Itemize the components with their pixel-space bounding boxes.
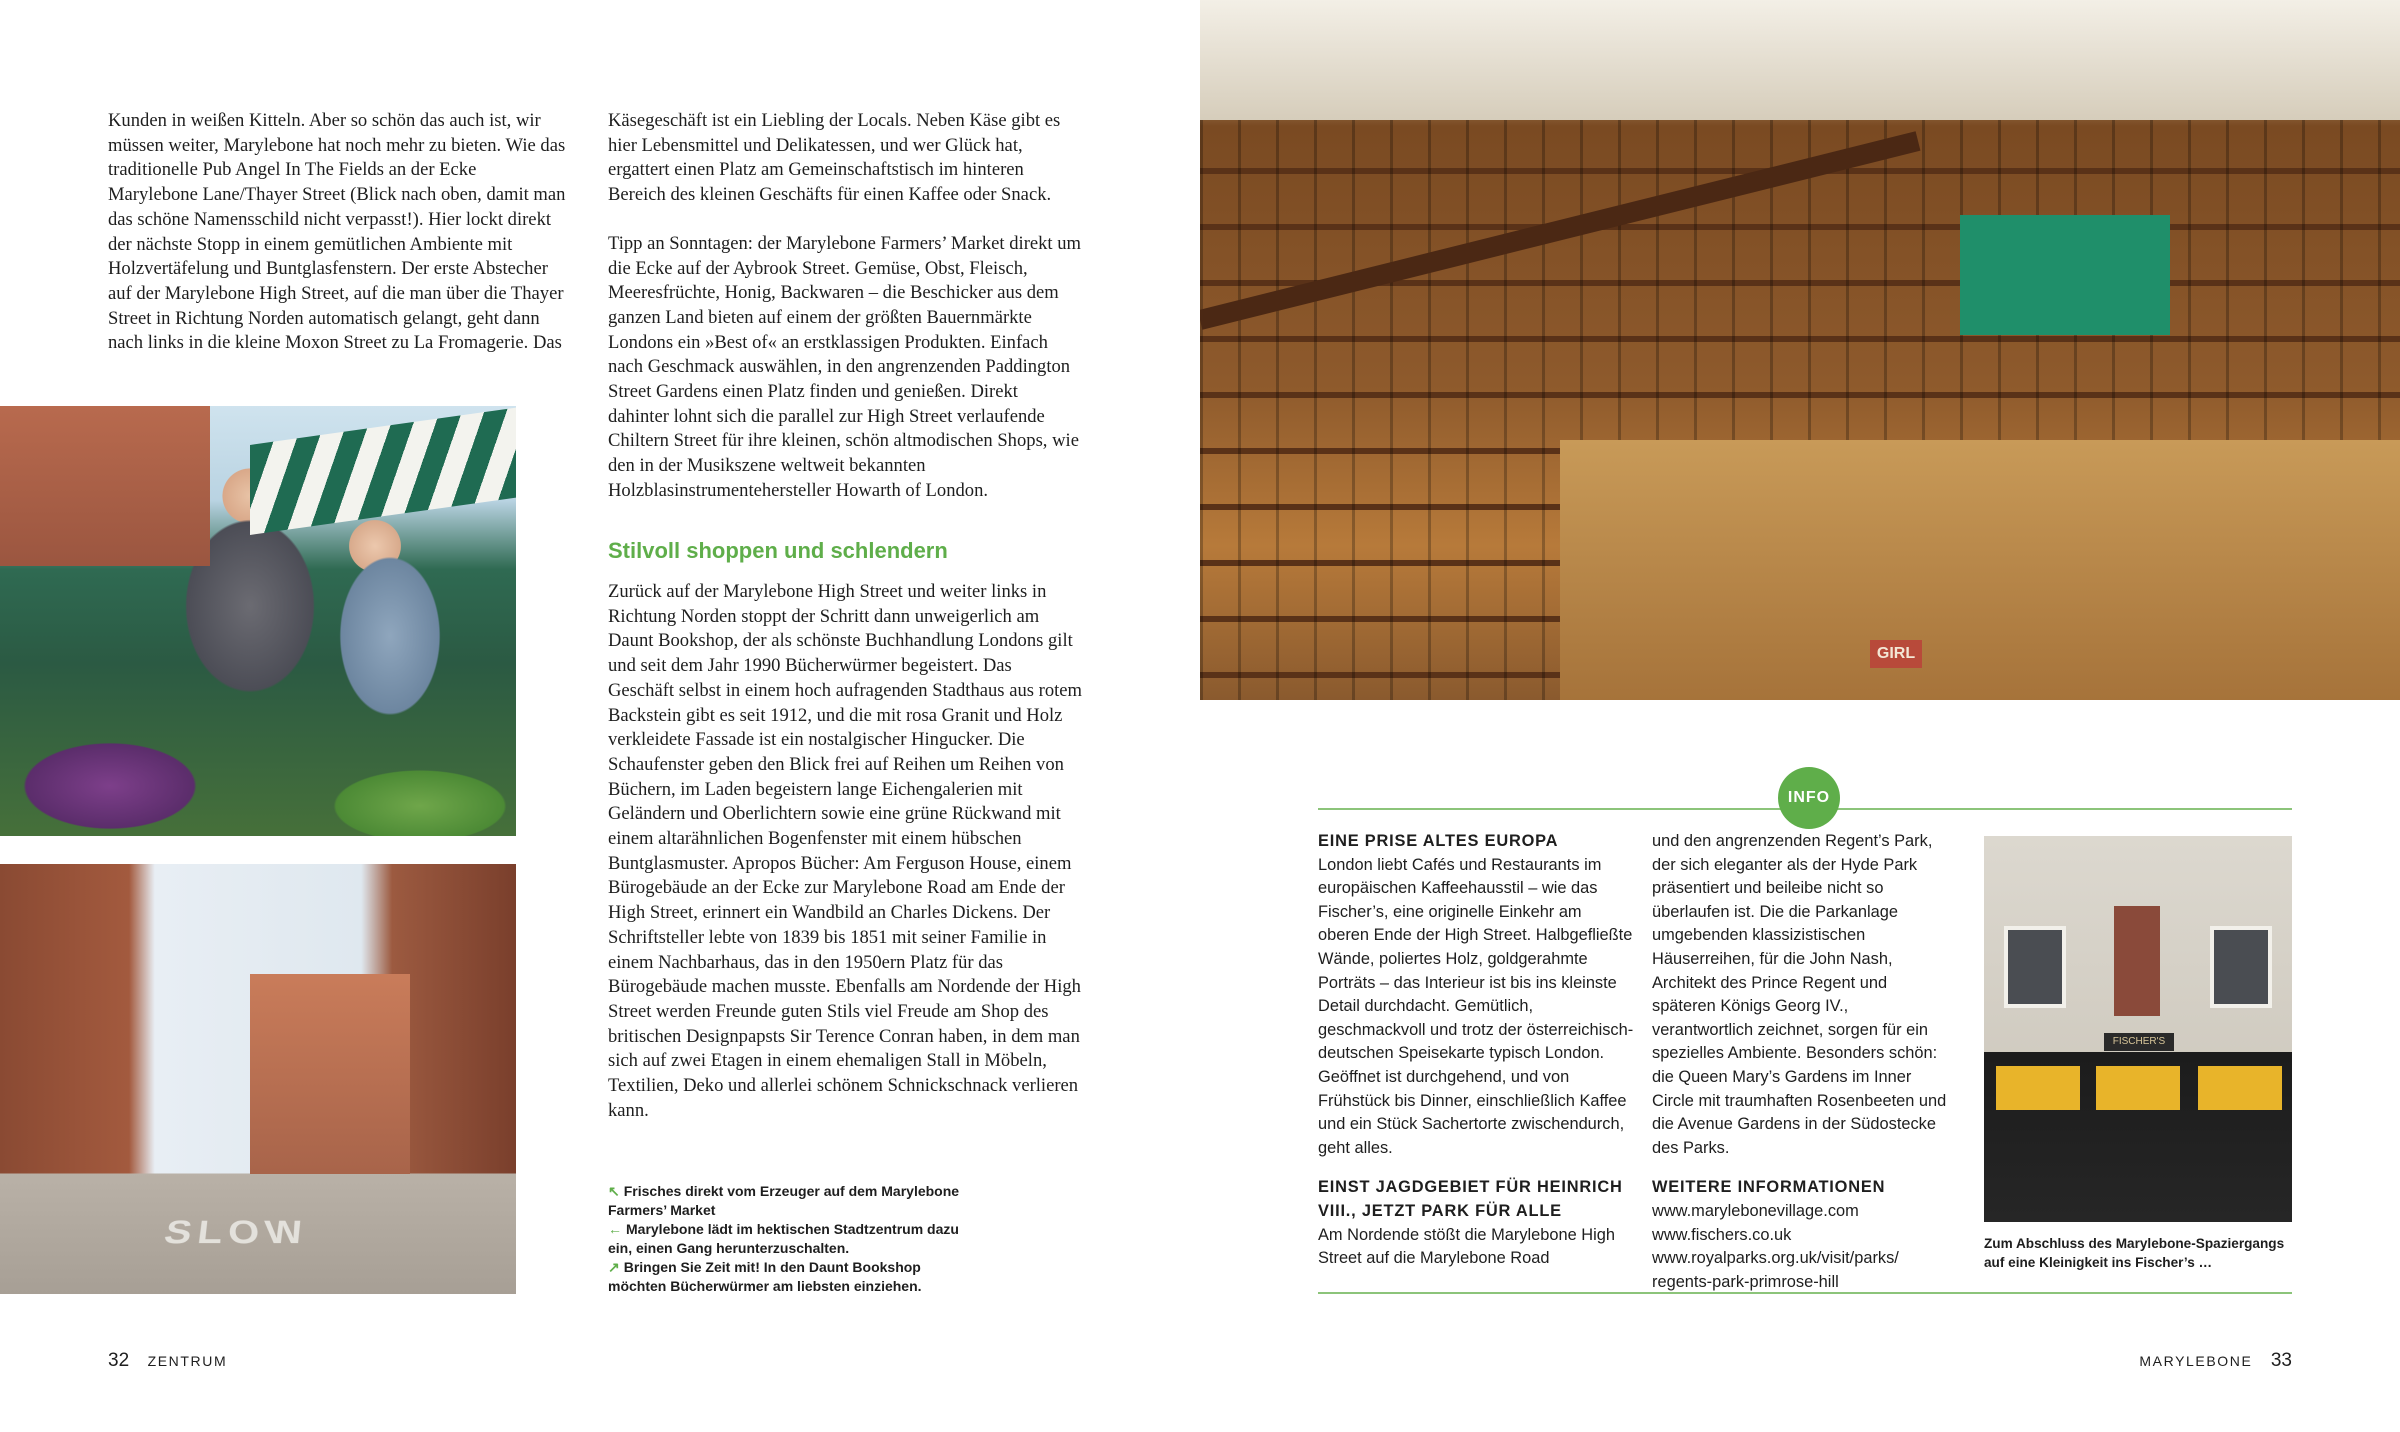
- info-column-2: [1652, 830, 1952, 1294]
- info-paragraph: London liebt Cafés und Restaurants im europäischen Kaffeehausstil – wie das Fischer’s, eine originelle Einkehr am oberen Ende der High Street. Halbgefließte Wände, poliertes Holz, goldgerahmte Porträts – das Interieur ist bis ins kleinste Detail durchdacht. Gemütlich, geschmackvoll und trotz der österreichisch-deutschen Speisekarte typisch London. Geöffnet ist durchgehend, und von Frühstück bis Dinner, einschließlich Kaffee und ein Stück Sachertorte zwischendurch, geht alles.: [1318, 855, 1634, 1157]
- striped-awning: [250, 407, 516, 535]
- info-heading: WEITERE INFORMATIONEN: [1652, 1178, 1886, 1197]
- shop-floor: [1560, 440, 2400, 700]
- stained-glass-panel: [2114, 906, 2160, 1016]
- page-number: 32: [108, 1350, 130, 1371]
- gallery-railing: [1200, 131, 1920, 329]
- folio-right: [2139, 1350, 2292, 1372]
- section-label: MARYLEBONE: [2139, 1353, 2253, 1369]
- caption-text: Frisches direkt vom Erzeuger auf dem Marylebone Farmers’ Market: [608, 1183, 960, 1218]
- window: [2210, 926, 2272, 1008]
- yellow-awning: [1996, 1066, 2080, 1110]
- link-royalparks[interactable]: www.royalparks.org.uk/visit/parks/: [1652, 1249, 1899, 1268]
- fischers-caption: Zum Abschluss des Marylebone-Spaziergangs auf eine Kleinigkeit ins Fischer’s …: [1984, 1236, 2285, 1270]
- skylight: [1200, 0, 2400, 120]
- shop-sign: FISCHER'S: [2104, 1033, 2174, 1051]
- arrow-left-icon: ←: [608, 1221, 622, 1237]
- page-number: 33: [2270, 1350, 2292, 1371]
- link-fischers[interactable]: www.fischers.co.uk: [1652, 1225, 1792, 1244]
- info-heading: EINST JAGDGEBIET FÜR HEINRICH VIII., JETZT PARK FÜR ALLE: [1318, 1178, 1623, 1220]
- arrow-up-left-icon: ↖: [608, 1183, 620, 1199]
- book-cover-girl: GIRL: [1870, 640, 1922, 668]
- info-paragraph: und den angrenzenden Regent’s Park, der sich eleganter als der Hyde Park präsentiert und beileibe nicht so überlaufen ist. Die die Parkanlage umgebenden klassizistischen Häuserreihen, für die John Nash, Architekt des Prince Regent und späteren Königs Georg IV., verantwortlich zeichnet, sorgen für ein spezielles Ambiente. Besonders schön: die Queen Mary’s Gardens im Inner Circle mit traumhaften Rosenbeeten und die Avenue Gardens in der Südostecke des Parks.: [1652, 832, 1947, 1157]
- caption-market: [608, 1182, 968, 1220]
- body-column-2-top: [608, 109, 1082, 528]
- brick-building: [250, 974, 410, 1174]
- paragraph: Kunden in weißen Kitteln. Aber so schön das auch ist, wir müssen weiter, Marylebone hat noch mehr zu bieten. Wie das traditionelle Pub Angel In The Fields an der Ecke Marylebone Lane/Thayer Street (Blick nach oben, damit man das schöne Namensschild nicht verpasst!). Hier lockt direkt der nächste Stopp in einem gemütlichen Ambiente mit Holzvertäfelung und Buntglasfenstern. Der erste Abstecher auf der Marylebone High Street, auf die man über die Thayer Street in Richtung Norden automatisch gelangt, geht dann nach links in die kleine Moxon Street zu La Fromagerie. Das: [108, 110, 566, 354]
- road-marking-slow: SLOW: [160, 1215, 314, 1252]
- caption-street: [608, 1220, 968, 1258]
- body-column-2-bottom: [608, 580, 1082, 1147]
- caption-text: Bringen Sie Zeit mit! In den Daunt Bookshop möchten Bücherwürmer am liebsten einziehen.: [608, 1259, 922, 1294]
- link-marylebonevillage[interactable]: www.marylebonevillage.com: [1652, 1201, 1859, 1220]
- fischers-facade-photo: [1984, 836, 2292, 1222]
- caption-text: Marylebone lädt im hektischen Stadtzentrum dazu ein, einen Gang herunterzuschalten.: [608, 1221, 959, 1256]
- section-label: ZENTRUM: [147, 1353, 228, 1369]
- paragraph: Käsegeschäft ist ein Liebling der Locals. Neben Käse gibt es hier Lebensmittel und Delikatessen, und wer Glück hat, ergattert einen Platz am Gemeinschaftstisch im hinteren Bereich des kleinen Geschäfts für einen Kaffee oder Snack.: [608, 110, 1061, 206]
- yellow-awning: [2198, 1066, 2282, 1110]
- arrow-up-right-icon: ↗: [608, 1259, 620, 1275]
- brick-building: [0, 406, 210, 566]
- info-rule-bottom: [1318, 1292, 2292, 1294]
- green-back-wall: [1960, 215, 2170, 335]
- link-royalparks-cont[interactable]: regents-park-primrose-hill: [1652, 1272, 1839, 1291]
- daunt-bookshop-photo: [1200, 0, 2400, 700]
- body-column-1: [108, 109, 568, 380]
- window: [2004, 926, 2066, 1008]
- section-heading: Stilvoll shoppen und schlendern: [608, 538, 948, 563]
- yellow-awning: [2096, 1066, 2180, 1110]
- caption-bookshop: [608, 1258, 968, 1296]
- marylebone-street-photo: [0, 864, 516, 1294]
- paragraph: Zurück auf der Marylebone High Street und weiter links in Richtung Norden stoppt der Schritt dann unweigerlich am Daunt Bookshop, der als schönste Buchhandlung Londons gilt und seit dem Jahr 1990 Bücherwürmer begeistert. Das Geschäft selbst in einem hoch aufragenden Stadthaus aus rotem Backstein gibt es seit 1912, und die mit rosa Granit und Holz verkleidete Fassade ist ein nostalgischer Hingucker. Die Schaufenster geben den Blick frei auf Reihen um Reihen von Büchern, im Laden begeistern lange Eichengalerien mit Geländern und Oberlichtern sowie eine grüne Rückwand mit einem altarähnlichen Bogenfenster mit einem hübschen Buntglasmuster. Apropos Bücher: Am Ferguson House, einem Bürogebäude an der Ecke zur Marylebone Road am Ende der High Street, erinnert ein Wandbild an Charles Dickens. Der Schriftsteller lebte von 1839 bis 1851 mit seiner Familie in einem Nachbarhaus, das in den 1950ern Platz für das Bürogebäude machen musste. Ebenfalls am Nordende der High Street werden Freunde guten Stils viel Freude am Shop des britischen Designpapsts Sir Terence Conran haben, in dem man sich auf zwei Etagen in einem ehemaligen Stall in Möbeln, Textilien, Deko und allerlei schönem Schnickschnack verlieren kann.: [608, 581, 1082, 1121]
- info-column-1: [1318, 830, 1634, 1271]
- info-paragraph: Am Nordende stößt die Marylebone High Street auf die Marylebone Road: [1318, 1225, 1616, 1268]
- info-badge: INFO: [1778, 767, 1840, 829]
- photo-captions: [608, 1182, 968, 1296]
- folio-left: [108, 1350, 227, 1372]
- info-links: [1652, 1200, 1952, 1294]
- info-heading: EINE PRISE ALTES EUROPA: [1318, 832, 1559, 850]
- farmers-market-photo: [0, 406, 516, 836]
- paragraph: Tipp an Sonntagen: der Marylebone Farmers’ Market direkt um die Ecke auf der Aybrook Street. Gemüse, Obst, Fleisch, Meeresfrüchte, Honig, Backwaren – die Beschicker aus dem ganzen Land bieten auf einem der größten Bauernmärkte Londons ein »Best of« an erstklassigen Produkten. Einfach nach Geschmack auswählen, in den angrenzenden Paddington Street Gardens einen Platz finden und genießen. Direkt dahinter lohnt sich die parallel zur High Street verlaufende Chiltern Street für ihre kleinen, schön altmodischen Shops, wie den in der Musikszene weltweit bekannten Holzblasinstrumentehersteller Howarth of London.: [608, 232, 1082, 501]
